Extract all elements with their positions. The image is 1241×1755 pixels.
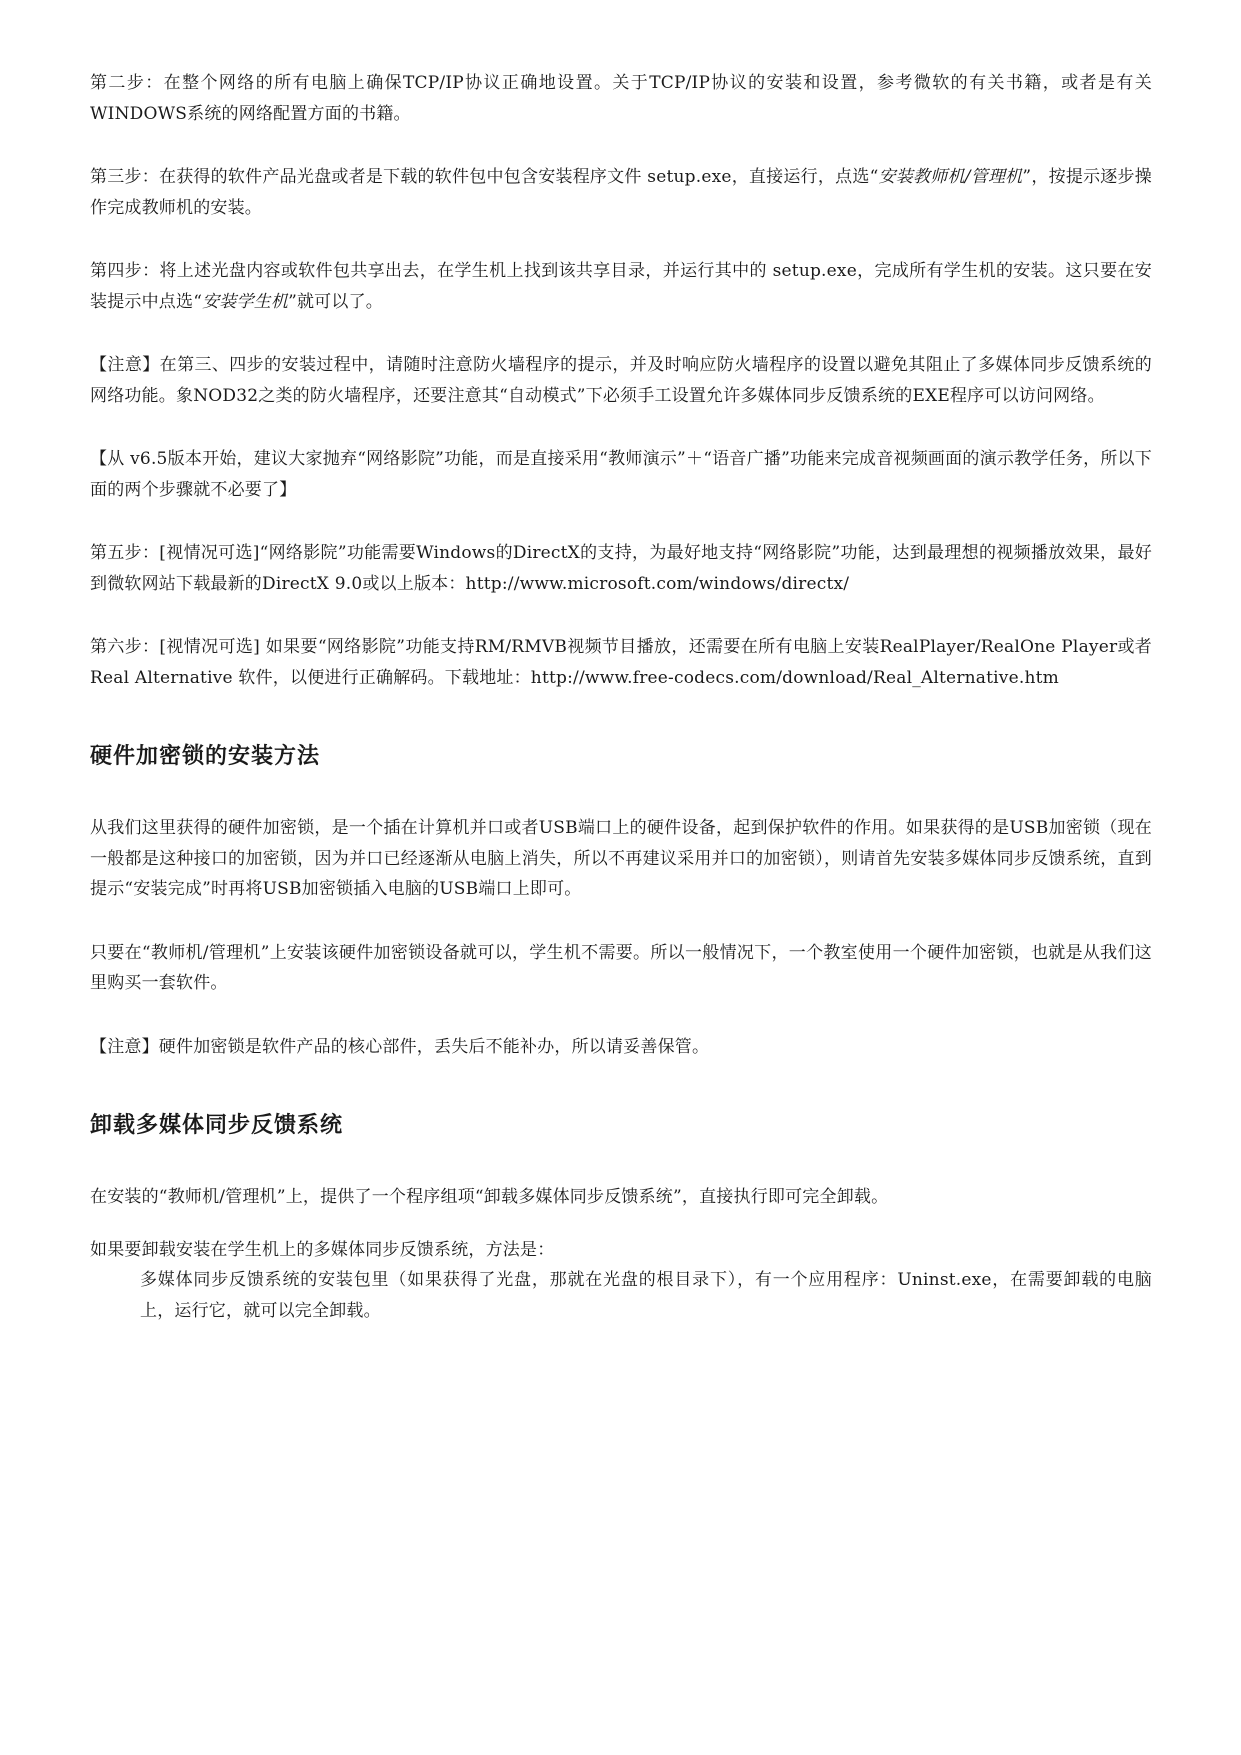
hardware-lock-note: 【注意】硬件加密锁是软件产品的核心部件，丢失后不能补办，所以请妥善保管。 (90, 1036, 710, 1057)
step-6-paragraph: 第六步：[视情况可选] 如果要“网络影院”功能支持RM/RMVB视频节目播放，还需要在所有电脑上安装RealPlayer/RealOne Player或者 Real Alternative 软件，以便进行正确解码。下载地址：http://www.free-codecs.com/download/Real_Alternative.htm (90, 637, 1152, 688)
step-4-paragraph (90, 256, 1152, 317)
step-4-text-a: 第四步：将上述光盘内容或软件包共享出去，在学生机上找到该共享目录，并运行其中的 setup.exe，完成所有学生机的安装。这只要在安装提示中点选“ (90, 261, 1152, 312)
uninstall-paragraph-1: 在安装的“教师机/管理机”上，提供了一个程序组项“卸载多媒体同步反馈系统”，直接执行即可完全卸载。 (90, 1187, 889, 1207)
step-4-text-b: ”就可以了。 (288, 291, 383, 312)
step-4-emphasis: 安装学生机 (202, 291, 289, 312)
uninstall-paragraph-3: 多媒体同步反馈系统的安装包里（如果获得了光盘，那就在光盘的根目录下），有一个应用程序：Uninst.exe，在需要卸载的电脑上，运行它，就可以完全卸载。 (140, 1270, 1152, 1321)
step-5-paragraph: 第五步：[视情况可选]“网络影院”功能需要Windows的DirectX的支持，为最好地支持“网络影院”功能，达到最理想的视频播放效果，最好到微软网站下载最新的DirectX 9.0或以上版本：http://www.microsoft.com/windows/directx/ (90, 543, 1152, 594)
step-3-text-b: ”，按提示逐步操作完成教师机的安装。 (90, 167, 1152, 218)
document-page (90, 68, 1152, 1326)
step-3-text-a: 第三步：在获得的软件产品光盘或者是下载的软件包中包含安装程序文件 setup.exe，直接运行，点选“ (90, 167, 879, 187)
firewall-note-paragraph: 【注意】在第三、四步的安装过程中，请随时注意防火墙程序的提示，并及时响应防火墙程序的设置以避免其阻止了多媒体同步反馈系统的网络功能。象NOD32之类的防火墙程序，还要注意其“自动模式”下必须手工设置允许多媒体同步反馈系统的EXE程序可以访问网络。 (90, 355, 1152, 406)
step-3-paragraph (90, 162, 1152, 223)
version-note-paragraph: 【从 v6.5版本开始，建议大家抛弃“网络影院”功能，而是直接采用“教师演示”＋“语音广播”功能来完成音视频画面的演示教学任务，所以下面的两个步骤就不必要了】 (90, 449, 1152, 500)
hardware-lock-heading: 硬件加密锁的安装方法 (90, 743, 321, 769)
step-3-emphasis: 安装教师机/管理机 (878, 167, 1023, 187)
hardware-lock-paragraph-1: 从我们这里获得的硬件加密锁，是一个插在计算机并口或者USB端口上的硬件设备，起到保护软件的作用。如果获得的是USB加密锁（现在一般都是这种接口的加密锁，因为并口已经逐渐从电脑上消失，所以不再建议采用并口的加密锁），则请首先安装多媒体同步反馈系统，直到提示“安装完成”时再将USB加密锁插入电脑的USB端口上即可。 (90, 818, 1152, 899)
hardware-lock-paragraph-2: 只要在“教师机/管理机”上安装该硬件加密锁设备就可以，学生机不需要。所以一般情况下，一个教室使用一个硬件加密锁，也就是从我们这里购买一套软件。 (90, 942, 1152, 993)
uninstall-heading: 卸载多媒体同步反馈系统 (90, 1112, 344, 1138)
step-2-paragraph: 第二步：在整个网络的所有电脑上确保TCP/IP协议正确地设置。关于TCP/IP协议的安装和设置，参考微软的有关书籍，或者是有关WINDOWS系统的网络配置方面的书籍。 (90, 73, 1152, 124)
uninstall-paragraph-2: 如果要卸载安装在学生机上的多媒体同步反馈系统，方法是： (90, 1239, 555, 1260)
